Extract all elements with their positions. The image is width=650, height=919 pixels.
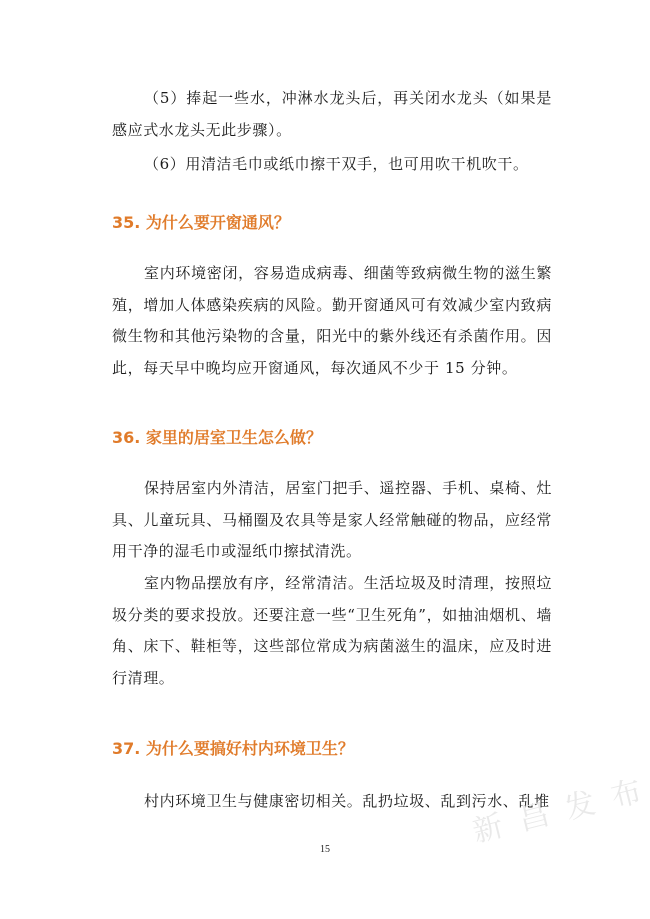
section-37-body: 村内环境卫生与健康密切相关。乱扔垃圾、乱到污水、乱堆	[144, 792, 550, 810]
section-36-body-1: 保持居室内外清洁，居室门把手、遥控器、手机、桌椅、灶具、儿童玩具、马桶圈及农具等是家人经常触碰的物品，应经常用干净的湿毛巾或湿纸巾擦拭清洗。	[112, 479, 552, 560]
section-35-body: 室内环境密闭，容易造成病毒、细菌等致病微生物的滋生繁殖，增加人体感染疾病的风险。勤开窗通风可有效减少室内致病微生物和其他污染物的含量，阳光中的紫外线还有杀菌作用。因此，每天早中晚均应开窗通风，每次通风不少于 15 分钟。	[112, 264, 552, 377]
watermark: 新 昌 发 布	[469, 773, 650, 850]
section-36-body-2: 室内物品摆放有序，经常清洁。生活垃圾及时清理，按照垃圾分类的要求投放。还要注意一些“卫生死角”，如抽油烟机、墙角、床下、鞋柜等，这些部位常成为病菌滋生的温床，应及时进行清理。	[112, 574, 552, 687]
step-6-paragraph: （6）用清洁毛巾或纸巾擦干双手，也可用吹干机吹干。	[144, 155, 529, 173]
page-number: 15	[320, 844, 330, 855]
section-36-heading: 36. 家里的居室卫生怎么做？	[112, 428, 322, 447]
step-5-paragraph: （5）捧起一些水，冲淋水龙头后，再关闭水龙头（如果是感应式水龙头无此步骤）。	[112, 89, 552, 139]
section-35-heading: 35. 为什么要开窗通风？	[112, 213, 290, 232]
section-37-heading: 37. 为什么要搞好村内环境卫生？	[112, 739, 354, 758]
